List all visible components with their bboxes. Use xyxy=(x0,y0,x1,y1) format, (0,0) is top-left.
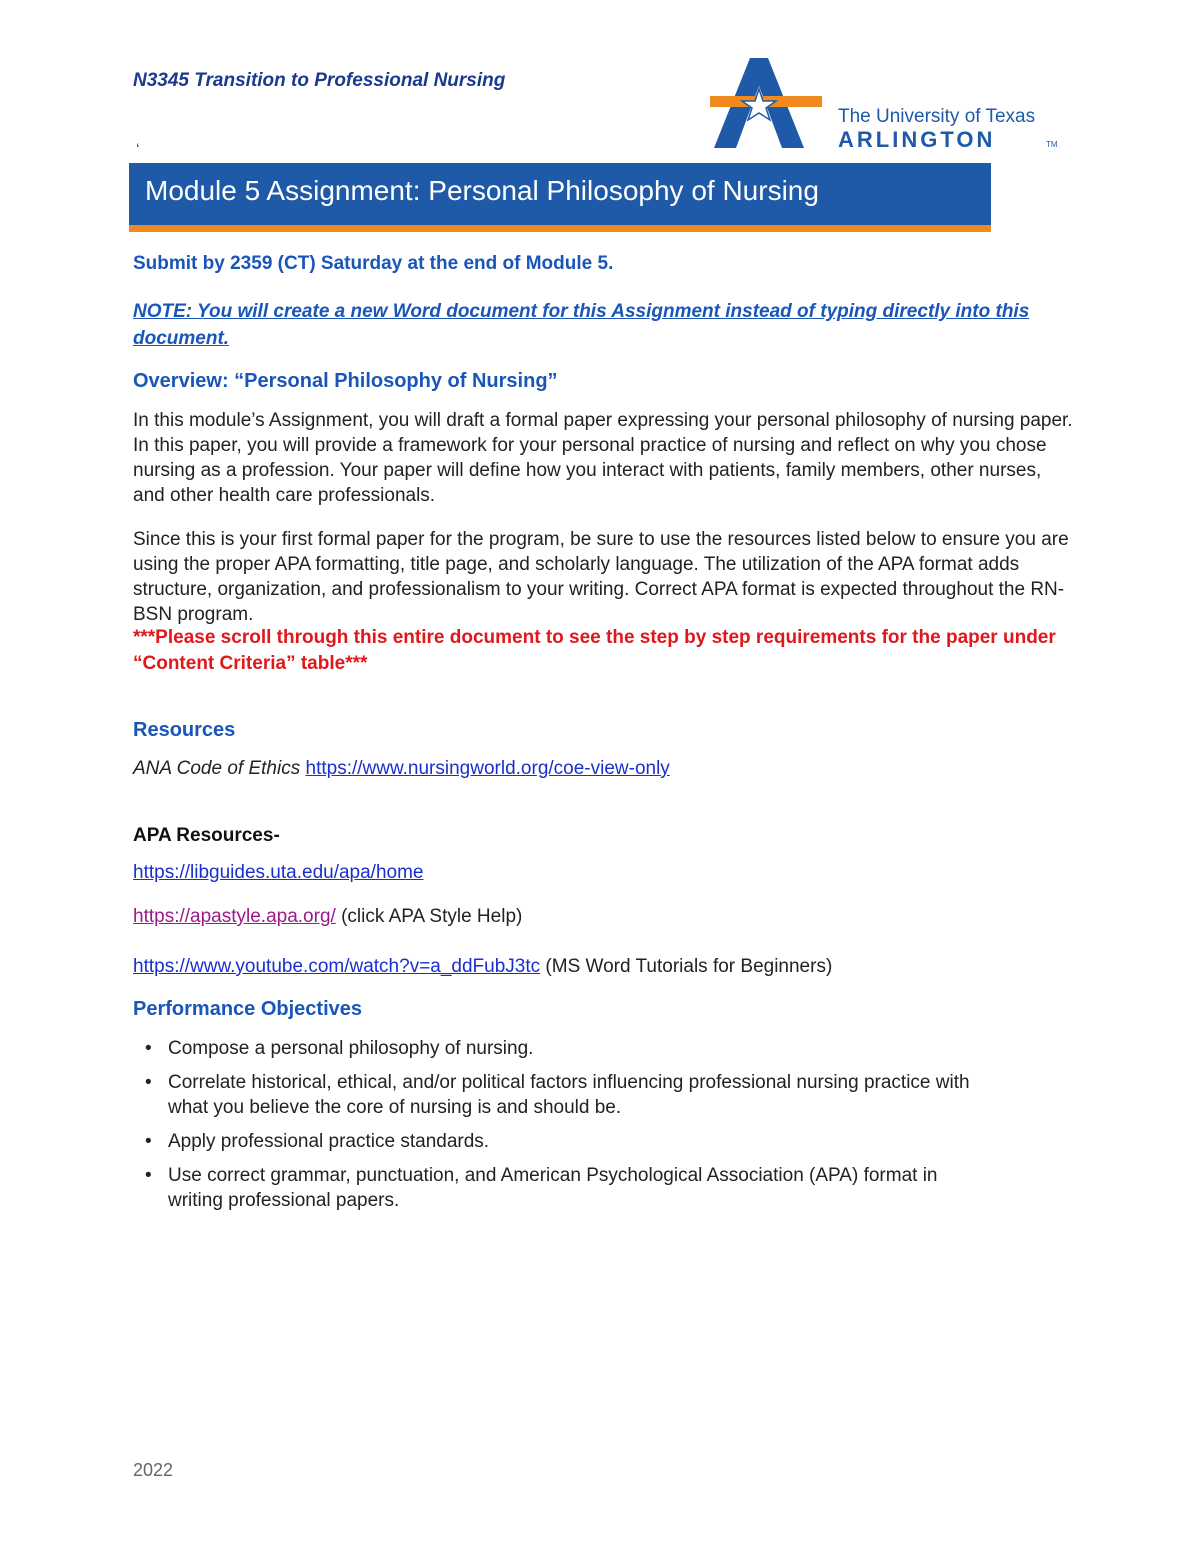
course-title: N3345 Transition to Professional Nursing xyxy=(133,70,506,91)
apa-resources-heading: APA Resources- xyxy=(133,825,280,846)
bullet-icon: • xyxy=(145,1072,152,1093)
apa-link-row xyxy=(133,860,1073,885)
libguides-link[interactable]: https://libguides.uta.edu/apa/home xyxy=(133,862,424,883)
title-banner xyxy=(129,163,991,232)
apa-link-row xyxy=(133,904,1073,929)
objective-text: Apply professional practice standards. xyxy=(168,1131,490,1152)
objective-text: Use correct grammar, punctuation, and American Psychological Association (APA) format in writing professional papers. xyxy=(168,1165,938,1211)
stray-mark: ʻ xyxy=(136,142,140,159)
apastyle-note: (click APA Style Help) xyxy=(341,906,523,927)
bullet-icon: • xyxy=(145,1165,152,1186)
apastyle-link[interactable]: https://apastyle.apa.org/ xyxy=(133,906,336,927)
objective-text: Correlate historical, ethical, and/or political factors influencing professional nursing practice with what you believe the core of nursing is and should be. xyxy=(168,1072,970,1118)
objectives-heading: Performance Objectives xyxy=(133,998,362,1020)
overview-paragraph-2: Since this is your first formal paper for the program, be sure to use the resources listed below to ensure you are using the proper APA formatting, title page, and scholarly language. The utilization of the APA format adds structure, organization, and professionalism to your writing. Correct APA format is expected throughout the RN-BSN program. xyxy=(133,529,1069,625)
submit-deadline: Submit by 2359 (CT) Saturday at the end of Module 5. xyxy=(133,253,614,274)
overview-paragraph-1: In this module’s Assignment, you will draft a formal paper expressing your personal philosophy of nursing paper. In this paper, you will provide a framework for your personal practice of nursing and reflect on why you chose nursing as a profession. Your paper will define how you interact with patients, family members, other nurses, and other health care professionals. xyxy=(133,410,1073,506)
note-text: NOTE: You will create a new Word document for this Assignment instead of typing directly into this document. xyxy=(133,301,1030,349)
list-item xyxy=(133,1163,993,1213)
scroll-notice: ***Please scroll through this entire document to see the step by step requirements for the paper under “Content Criteria” table*** xyxy=(133,627,1056,674)
list-item xyxy=(133,1129,993,1154)
apa-link-row xyxy=(133,954,1073,979)
objective-text: Compose a personal philosophy of nursing. xyxy=(168,1038,534,1059)
youtube-note: (MS Word Tutorials for Beginners) xyxy=(545,956,833,977)
ana-label: ANA Code of Ethics xyxy=(133,758,301,779)
list-item xyxy=(133,1036,993,1061)
ana-link[interactable]: https://www.nursingworld.org/coe-view-only xyxy=(305,758,670,779)
uta-logo xyxy=(708,56,1070,152)
logo-line2: ARLINGTON xyxy=(838,127,996,152)
list-item xyxy=(133,1070,993,1120)
objectives-list xyxy=(133,1036,993,1222)
resources-heading: Resources xyxy=(133,719,236,741)
bullet-icon: • xyxy=(145,1038,152,1059)
youtube-link[interactable]: https://www.youtube.com/watch?v=a_ddFubJ3tc xyxy=(133,956,541,977)
assignment-title: Module 5 Assignment: Personal Philosophy of Nursing xyxy=(145,175,819,206)
footer-year: 2022 xyxy=(133,1460,174,1480)
logo-line1: The University of Texas xyxy=(838,106,1036,127)
logo-tm: TM xyxy=(1046,140,1058,149)
bullet-icon: • xyxy=(145,1131,152,1152)
ana-resource xyxy=(133,756,1073,781)
overview-heading: Overview: “Personal Philosophy of Nursing” xyxy=(133,370,558,392)
